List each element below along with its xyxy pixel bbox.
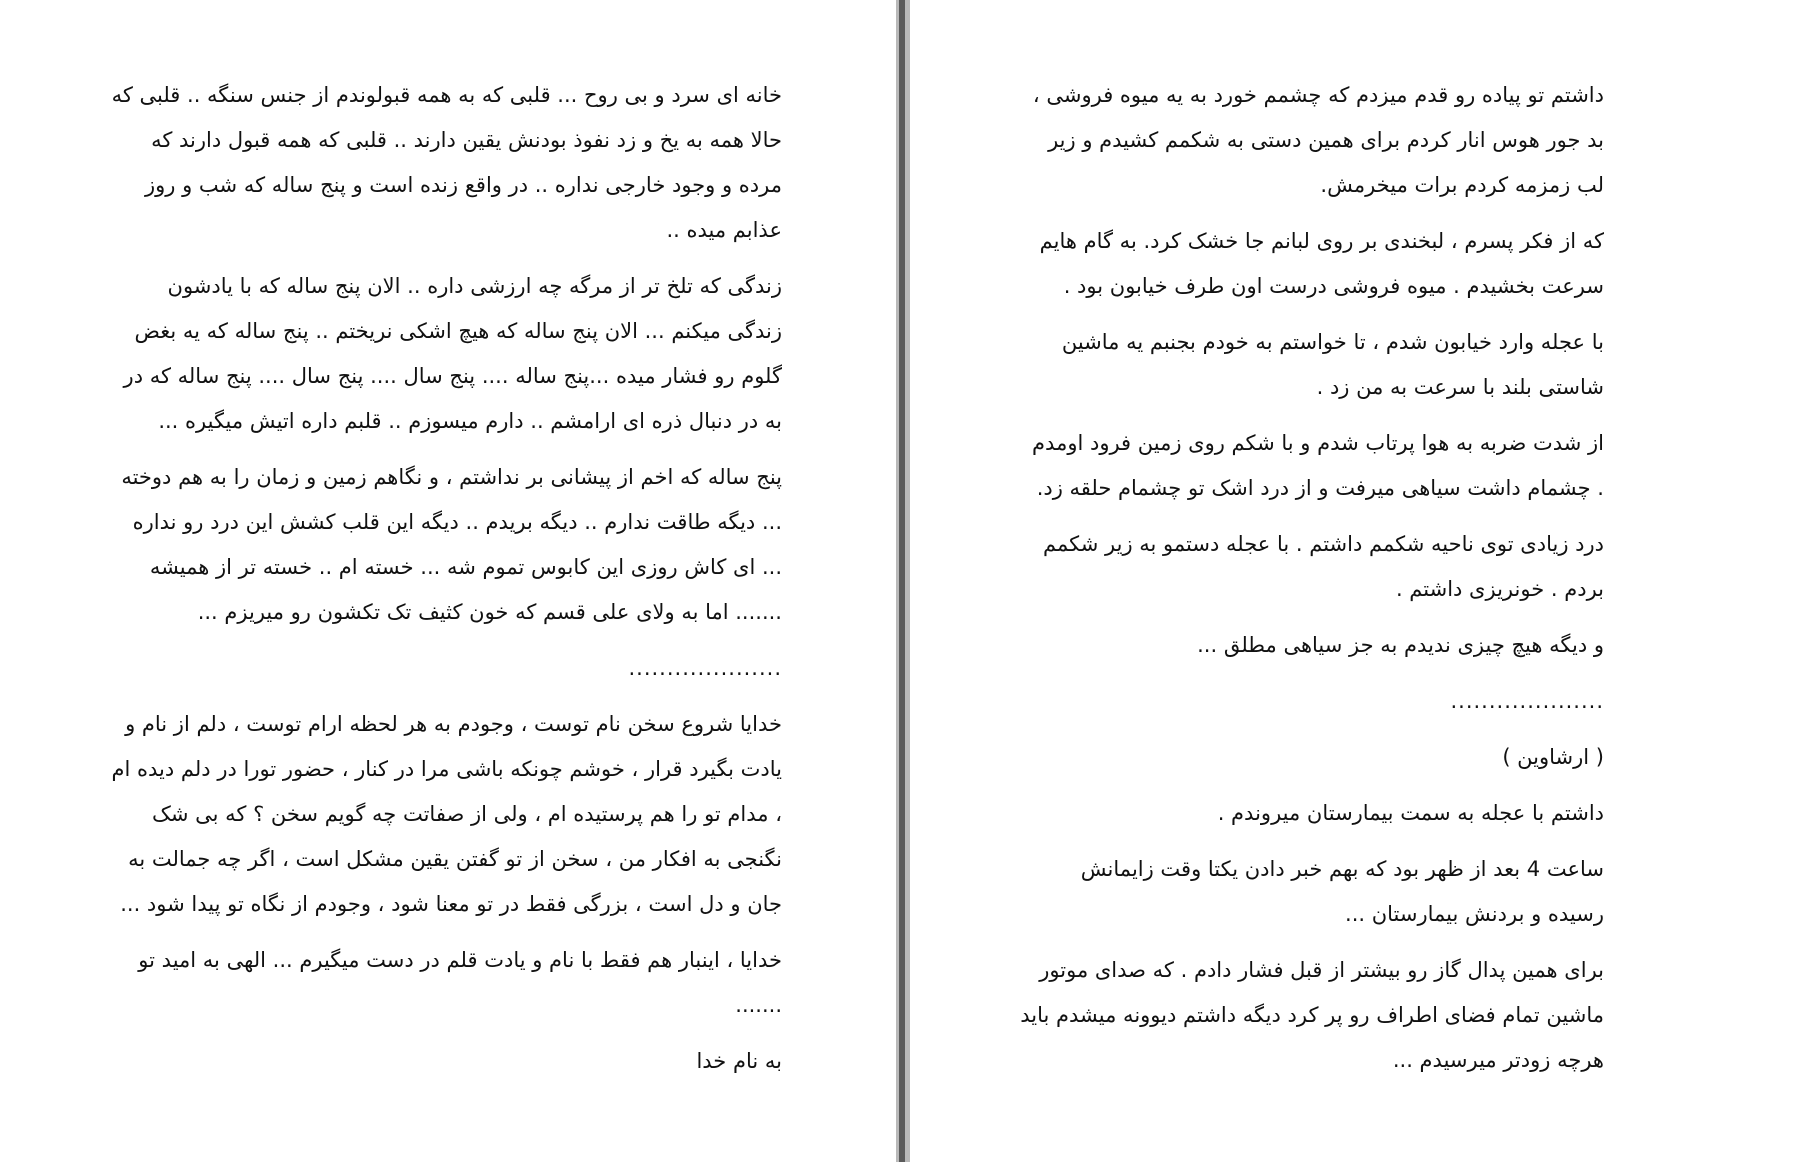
- paragraph: درد زیادی توی ناحیه شکمم داشتم . با عجله دستمو به زیر شکمم بردم . خونریزی داشتم .: [1043, 532, 1604, 601]
- paragraph: ساعت 4 بعد از ظهر بود که بهم خبر دادن یکتا وقت زایمانش رسیده و بردنش بیمارستان ...: [1080, 857, 1604, 926]
- paragraph: که از فکر پسرم ، لبخندی بر روی لبانم جا خشک کرد. به گام هایم سرعت بخشیدم . میوه فروشی درست اون طرف خیابون بود .: [1039, 229, 1604, 298]
- right-page-text: [1020, 73, 1604, 1094]
- paragraph: خدایا ، اینبار هم فقط با نام و یادت قلم در دست میگیرم ... الهی به امید تو .......: [138, 948, 782, 1017]
- paragraph: به نام خدا: [696, 1049, 782, 1073]
- paragraph: برای همین پدال گاز رو بیشتر از قبل فشار دادم . که صدای موتور ماشین تمام فضای اطراف رو پر کرد دیگه داشتم دیوونه میشدم باید هرچه زودتر میرسیدم ...: [1020, 958, 1604, 1072]
- paragraph: زندگی که تلخ تر از مرگه چه ارزشی داره .. الان پنج ساله که با یادشون زندگی میکنم ... الان پنج ساله که هیچ اشکی نریختم .. پنج ساله که یه بغض گلوم رو فشار میده ...پنج ساله .... پنج سال .... پنج سال .... پنج ساله که در به در دنبال ذره ای ارامشم .. دارم میسوزم .. قلبم داره اتیش میگیره ...: [123, 274, 782, 433]
- paragraph: پنج ساله که اخم از پیشانی بر نداشتم ، و نگاهم زمین و زمان را به هم دوخته ... دیگه طاقت ندارم .. دیگه بریدم .. دیگه این قلب کشش این درد رو نداره ... ای کاش روزی این کابوس تموم شه ... خسته ام .. خسته تر از همیشه ....... اما به ولای علی قسم که خون کثیف تک تکشون رو میریزم ...: [121, 465, 782, 624]
- paragraph: داشتم تو پیاده رو قدم میزدم که چشمم خورد به یه میوه فروشی ، بد جور هوس انار کردم برای همین دستی به شکمم کشیدم و زیر لب زمزمه کردم برات میخرمش.: [1032, 83, 1604, 197]
- page-divider-line: [899, 0, 905, 1162]
- paragraph: خانه ای سرد و بی روح ... قلبی که به همه قبولوندم از جنس سنگه .. قلبی که حالا همه به یخ و زد نفوذ بودنش یقین دارند .. قلبی که همه قبول دارند که مرده و وجود خارجی نداره .. در واقع زنده است و پنج ساله که شب و روز عذابم میده ..: [111, 83, 782, 242]
- left-page: [0, 0, 896, 1162]
- paragraph: خدایا شروع سخن نام توست ، وجودم به هر لحظه ارام توست ، دلم از نام و یادت بگیرد قرار ، خوشم چونکه باشی مرا در کنار ، حضور تورا در دلم دیده ام ، مدام تو را هم پرستیده ام ، ولی از صفاتت چه گویم سخن ؟ که بی شک نگنجی به افکار من ، سخن از تو گفتن یقین مشکل است ، اگر چه جمالت به جان و دل است ، بزرگی فقط در تو معنا شود ، وجودم از نگاه تو پیدا شود ...: [111, 712, 782, 916]
- paragraph: و دیگه هیچ چیزی ندیدم به جز سیاهی مطلق ...: [1197, 633, 1604, 657]
- left-page-text: [110, 73, 782, 1095]
- right-page: [910, 0, 1804, 1162]
- paragraph: با عجله وارد خیابون شدم ، تا خواستم به خودم بجنبم یه ماشین شاستی بلند با سرعت به من زد .: [1061, 330, 1604, 399]
- separator-dots: ....................: [1450, 689, 1604, 713]
- paragraph: از شدت ضربه به هوا پرتاب شدم و با شکم روی زمین فرود اومدم . چشمام داشت سیاهی میرفت و از درد اشک تو چشمام حلقه زد.: [1032, 431, 1604, 500]
- separator-dots: ....................: [628, 656, 782, 680]
- section-heading: ( ارشاوین ): [1502, 745, 1604, 769]
- paragraph: داشتم با عجله به سمت بیمارستان میروندم .: [1217, 801, 1604, 825]
